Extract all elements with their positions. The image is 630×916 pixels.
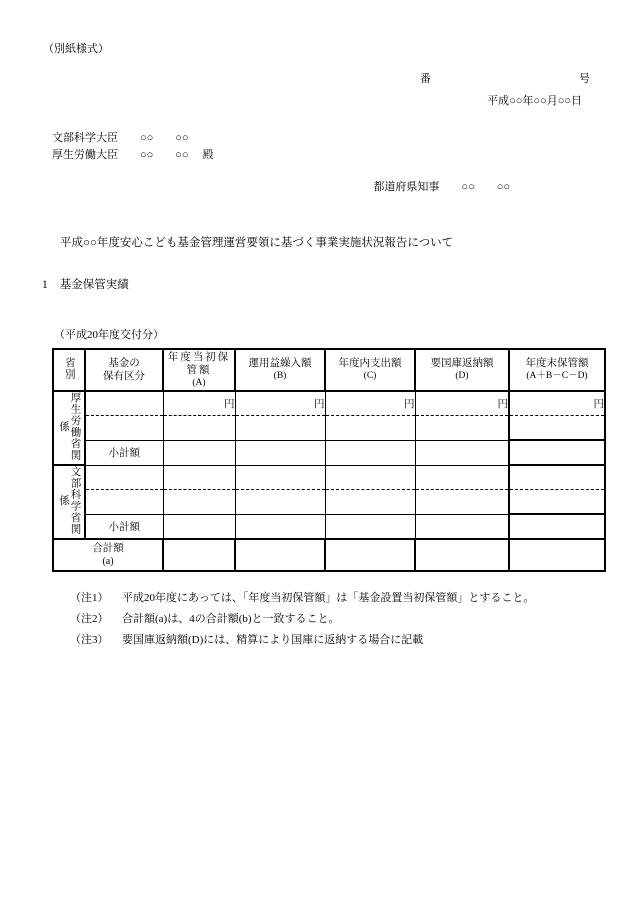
subtotal-repay-mext[interactable] (415, 514, 509, 539)
grand-total-repay[interactable] (415, 539, 509, 571)
table-row (53, 490, 605, 515)
group-label-mhlw: 厚生労働省関係 (53, 391, 85, 465)
cell-initial-3[interactable] (163, 465, 235, 490)
cell-initial-1[interactable]: 円 (163, 391, 235, 416)
table-row (53, 416, 605, 441)
cell-expense-2[interactable] (325, 416, 415, 441)
cell-holding-1[interactable] (85, 391, 163, 416)
subtotal-yearend-mext[interactable] (509, 514, 605, 539)
table-header-row (53, 349, 605, 391)
cell-holding-2[interactable] (85, 416, 163, 441)
subtotal-yearend-mhlw[interactable] (509, 440, 605, 465)
subtotal-gain-mhlw[interactable] (235, 440, 325, 465)
cell-holding-4[interactable] (85, 490, 163, 515)
cell-yearend-1[interactable]: 円 (509, 391, 605, 416)
header-cell-ministry: 省別 (53, 349, 85, 391)
form-label: （別紙様式） (43, 43, 109, 55)
header-cell-holding: 基金の 保有区分 (85, 349, 163, 391)
cell-expense-4[interactable] (325, 490, 415, 515)
cell-expense-1[interactable]: 円 (325, 391, 415, 416)
issuer-name: 都道府県知事 ○○ ○○ (373, 181, 510, 194)
doc-number-value: 号 (579, 73, 590, 85)
note-item (70, 630, 590, 651)
grand-total-yearend[interactable] (509, 539, 605, 571)
section-heading (42, 276, 590, 292)
date-row (40, 92, 590, 108)
subtotal-expense-mhlw[interactable] (325, 440, 415, 465)
grand-total-gain[interactable] (235, 539, 325, 571)
table-row (53, 465, 605, 490)
section-number: 1 (42, 279, 48, 292)
group-label-mext: 文部科学省関係 (53, 465, 85, 539)
header-cell-yearend: 年度末保管額 (A＋B－C－D) (509, 349, 605, 391)
subtotal-label-mhlw: 小計額 (85, 440, 163, 465)
note-key-2: （注2） (70, 612, 109, 625)
note-item (70, 588, 590, 609)
note-text-2: 合計額(a)は、4の合計額(b)と一致すること。 (122, 612, 340, 625)
document-date: 平成○○年○○月○○日 (487, 95, 582, 107)
note-text-3: 要国庫返納額(D)には、精算により国庫に返納する場合に記載 (122, 633, 424, 646)
addressee-honorific: 殿 (202, 149, 214, 162)
table-subtotal-row-mhlw (53, 440, 605, 465)
grand-total-label: 合計額 (a) (53, 539, 163, 571)
document-subject: 平成○○年度安心こども基金管理運営要領に基づく事業実施状況報告について (60, 237, 454, 250)
addressee-block (40, 130, 590, 164)
table-caption: （平成20年度交付分） (54, 329, 164, 342)
issuer-row (40, 178, 590, 194)
addressee-line-1: 文部科学大臣 ○○ ○○ (52, 132, 189, 144)
cell-initial-2[interactable] (163, 416, 235, 441)
cell-gain-3[interactable] (235, 465, 325, 490)
cell-yearend-3[interactable] (509, 465, 605, 490)
cell-repay-1[interactable]: 円 (415, 391, 509, 416)
subtotal-repay-mhlw[interactable] (415, 440, 509, 465)
subtotal-label-mext: 小計額 (85, 514, 163, 539)
cell-holding-3[interactable] (85, 465, 163, 490)
cell-expense-3[interactable] (325, 465, 415, 490)
section-title-text: 基金保管実績 (59, 279, 129, 292)
cell-gain-2[interactable] (235, 416, 325, 441)
subtotal-initial-mhlw[interactable] (163, 440, 235, 465)
note-key-1: （注1） (70, 592, 109, 605)
header-cell-gain: 運用益繰入額 (B) (235, 349, 325, 391)
subtotal-initial-mext[interactable] (163, 514, 235, 539)
grand-total-expense[interactable] (325, 539, 415, 571)
cell-repay-2[interactable] (415, 416, 509, 441)
note-item (70, 609, 590, 630)
cell-initial-4[interactable] (163, 490, 235, 515)
addressee-line-2: 厚生労働大臣 ○○ ○○ (52, 149, 189, 162)
doc-number-label: 番 (420, 73, 431, 85)
subtotal-gain-mext[interactable] (235, 514, 325, 539)
cell-gain-4[interactable] (235, 490, 325, 515)
cell-repay-3[interactable] (415, 465, 509, 490)
header-cell-initial: 年度当初保管額 (A) (163, 349, 235, 391)
note-key-3: （注3） (70, 633, 109, 646)
header-cell-repay: 要国庫返納額 (D) (415, 349, 509, 391)
cell-repay-4[interactable] (415, 490, 509, 515)
table-row (53, 391, 605, 416)
cell-yearend-4[interactable] (509, 490, 605, 515)
grand-total-initial[interactable] (163, 539, 235, 571)
cell-yearend-2[interactable] (509, 416, 605, 441)
subtotal-expense-mext[interactable] (325, 514, 415, 539)
note-text-1: 平成20年度にあっては、「年度当初保管額」は「基金設置当初保管額」とすること。 (122, 592, 535, 605)
table-subtotal-row-mext (53, 514, 605, 539)
table-grand-total-row (53, 539, 605, 571)
notes-block (70, 588, 590, 651)
fund-balance-table (52, 348, 606, 572)
doc-number-row (40, 70, 590, 86)
cell-gain-1[interactable]: 円 (235, 391, 325, 416)
header-cell-expense: 年度内支出額 (C) (325, 349, 415, 391)
